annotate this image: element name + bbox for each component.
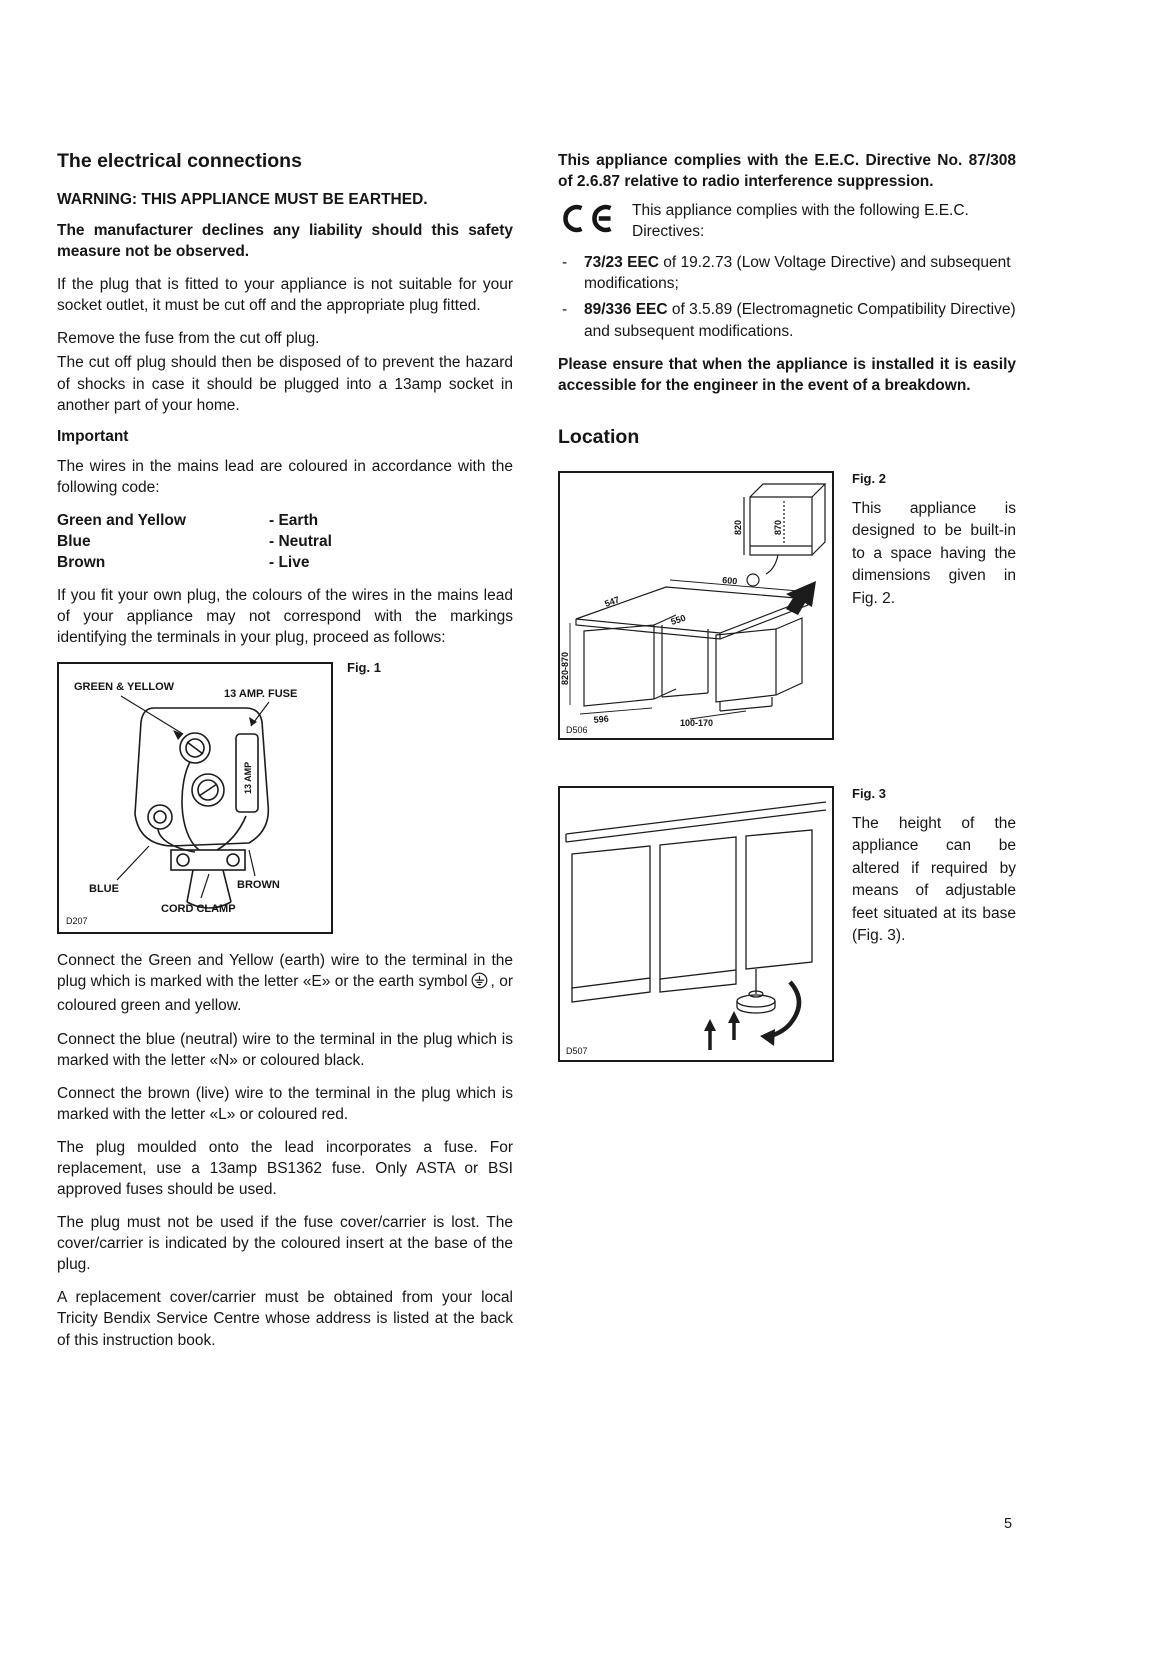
paragraph-dispose-plug: The cut off plug should then be disposed of to prevent the hazard of shocks in case it should be plugged into a 13amp socket in another part of your home. — [57, 354, 513, 414]
figure-3-block — [558, 786, 1016, 1062]
directive-text: of 3.5.89 (Electromagnetic Compatibility Directive) and subsequent modifications. — [584, 301, 1016, 340]
figure-3-caption: The height of the appliance can be altered if required by means of adjustable feet situated at its base (Fig. 3). — [852, 814, 1016, 945]
appliance-cabinet — [744, 484, 825, 586]
up-arrowhead — [704, 1019, 716, 1031]
table-row — [57, 531, 513, 552]
directive-item — [558, 252, 1016, 294]
directive-name: 73/23 EEC — [584, 254, 659, 272]
dim-596: 596 — [593, 713, 610, 725]
ce-compliance-block — [558, 200, 1016, 242]
figure-3-label: Fig. 3 — [852, 785, 886, 801]
fig1-label-13amp: 13 AMP — [243, 762, 253, 795]
rotate-arrow — [766, 982, 799, 1037]
fig1-code: D207 — [66, 916, 88, 927]
plug-outline — [135, 708, 268, 908]
built-in-dimensions-drawing — [560, 473, 832, 738]
section-title-location: Location — [558, 425, 640, 448]
dim-550: 550 — [669, 612, 687, 627]
plug-wiring-drawing — [59, 664, 331, 932]
wire-colour: Green and Yellow — [57, 511, 186, 529]
rotate-arrowhead — [760, 1029, 775, 1046]
paragraph-fuse-replacement: The plug moulded onto the lead incorporates a fuse. For replacement, use a 13amp BS1362 fuse. Only ASTA or BSI approved fuses should be used. — [57, 1138, 513, 1199]
figure-2-block — [558, 471, 1016, 740]
up-arrowhead — [728, 1011, 740, 1023]
wire-colour: Blue — [57, 532, 91, 550]
fig1-label-blue: BLUE — [89, 883, 119, 896]
directive-name: 89/336 EEC — [584, 301, 668, 319]
fig1-label-cord-clamp: CORD CLAMP — [161, 903, 236, 916]
list-dash: - — [562, 254, 568, 272]
paragraph-own-plug: If you fit your own plug, the colours of the wires in the mains lead of your appliance may not correspond with the markings identifying the terminals in your plug, proceed as follows: — [57, 587, 513, 647]
directive-text: of 19.2.73 (Low Voltage Directive) and subsequent modifications; — [584, 254, 1011, 293]
ce-compliance-text: This appliance complies with the following E.E.C. Directives: — [632, 202, 969, 241]
wire-colour-code-table — [57, 510, 513, 573]
table-row — [57, 552, 513, 573]
figure-3-sidebar — [852, 786, 1016, 1062]
wire-terminal: - Earth — [269, 511, 319, 529]
right-column — [558, 150, 1016, 1062]
fig3-code: D507 — [566, 1045, 588, 1056]
paragraph-replacement-cover: A replacement cover/carrier must be obtained from your local Tricity Bendix Service Centre whose address is listed at the back of this instruction book. — [57, 1289, 513, 1349]
fig1-label-fuse: 13 AMP. FUSE — [224, 688, 298, 701]
figure-2-label: Fig. 2 — [852, 470, 886, 486]
wire-colour: Brown — [57, 554, 106, 572]
paragraph-plug-fitted: If the plug that is fitted to your appliance is not suitable for your socket outlet, it must be cut off and the appropriate plug fitted. — [57, 276, 513, 315]
section-title-electrical-connections: The electrical connections — [57, 150, 302, 172]
paragraph-wire-code: The wires in the mains lead are coloured in accordance with the following code: — [57, 457, 513, 496]
figure-1-block — [57, 662, 513, 934]
arrowhead — [249, 717, 257, 726]
wire-terminal: - Neutral — [269, 532, 332, 550]
dim-870: 870 — [773, 519, 783, 535]
figure-2-sidebar — [852, 471, 1016, 740]
adjustable-foot — [737, 969, 775, 1013]
table-row — [57, 510, 513, 531]
important-subheading: Important — [57, 427, 129, 445]
fig1-label-brown: BROWN — [237, 879, 280, 892]
paragraph-fuse-cover: The plug must not be used if the fuse cover/carrier is lost. The cover/carrier is indicated by the coloured insert at the base of the plug. — [57, 1214, 513, 1274]
ce-mark-icon — [558, 204, 616, 242]
fig2-code: D506 — [566, 724, 588, 735]
earth-text-a: Connect the Green and Yellow (earth) wire to the terminal in the plug which is marked with the letter «E» or the earth symbol — [57, 952, 513, 991]
directive-item — [558, 299, 1016, 341]
figure-2-caption: This appliance is designed to be built-in to a space having the dimensions given in Fig. 2. — [852, 499, 1016, 607]
dim-100-170: 100-170 — [680, 717, 714, 728]
earth-text-b: , or coloured green and yellow. — [57, 973, 513, 1015]
up-arrows — [710, 1020, 734, 1050]
fig1-label-green-yellow: GREEN & YELLOW — [74, 681, 175, 694]
paragraph-earth-wire — [57, 950, 513, 1016]
worktop-and-panels — [566, 802, 826, 1002]
figure-1-image — [57, 662, 333, 934]
liability-text: The manufacturer declines any liability should this safety measure not be observed. — [57, 222, 513, 261]
figure-1-label: Fig. 1 — [347, 660, 381, 676]
figure-3-image — [558, 786, 834, 1062]
paragraph-eec-directive: This appliance complies with the E.E.C. Directive No. 87/308 of 2.6.87 relative to radio interference suppression. — [558, 152, 1016, 191]
paragraph-live-wire: Connect the brown (live) wire to the terminal in the plug which is marked with the letter «L» or coloured red. — [57, 1084, 513, 1123]
paragraph-neutral-wire: Connect the blue (neutral) wire to the terminal in the plug which is marked with the letter «N» or coloured black. — [57, 1030, 513, 1069]
figure-2-image — [558, 471, 834, 740]
list-dash: - — [562, 301, 568, 319]
dim-547: 547 — [603, 594, 621, 609]
adjustable-feet-drawing — [560, 788, 832, 1060]
dim-820-870: 820-870 — [560, 651, 570, 685]
paragraph-remove-fuse: Remove the fuse from the cut off plug. — [57, 330, 320, 348]
dim-820: 820 — [733, 519, 743, 535]
earth-symbol-icon — [471, 972, 488, 995]
paragraph-ensure-access: Please ensure that when the appliance is installed it is easily accessible for the engineer in the event of a breakdown. — [558, 355, 1016, 394]
dim-600: 600 — [721, 574, 738, 587]
page-number: 5 — [1004, 1516, 1013, 1532]
wire-terminal: - Live — [269, 554, 310, 572]
left-column — [57, 150, 513, 1363]
warning-text: WARNING: THIS APPLIANCE MUST BE EARTHED. — [57, 191, 428, 208]
